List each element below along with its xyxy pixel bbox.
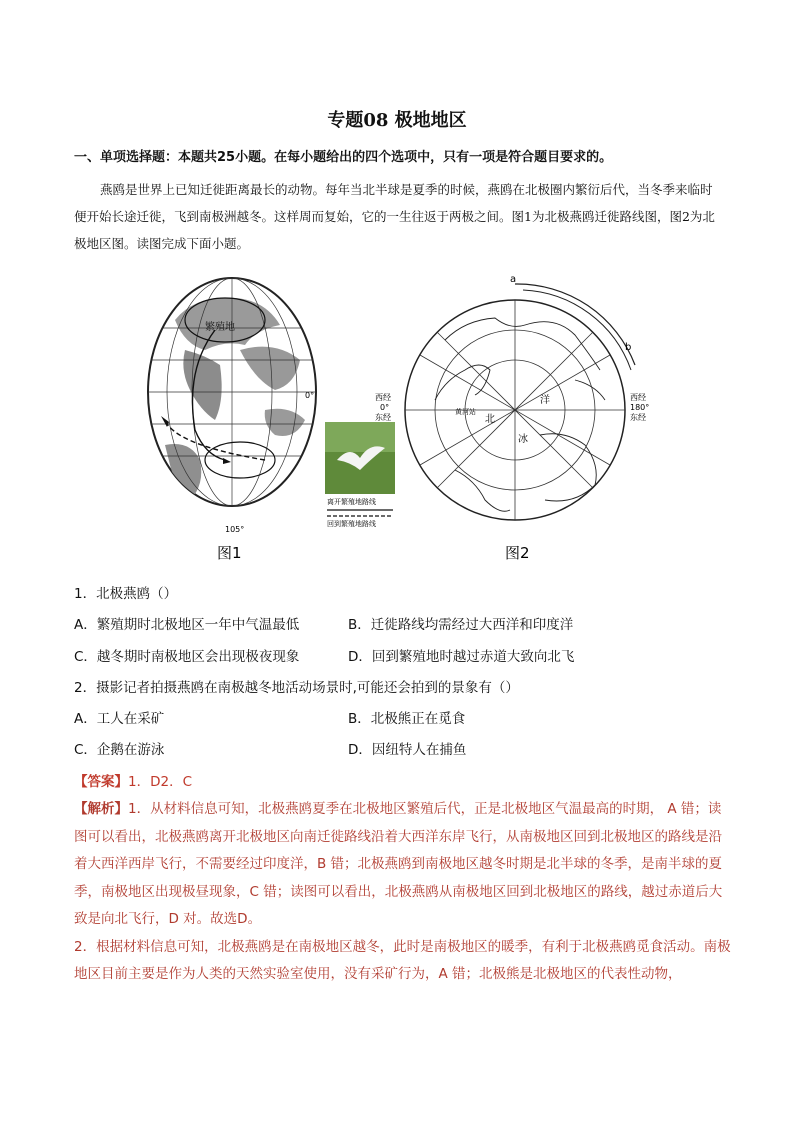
zero-deg-label: 0° — [380, 403, 390, 412]
analysis-p1-text: 1．从材料信息可知，北极燕鸥夏季在北极地区繁殖后代，正是北极地区气温最高的时期， A 错；读图可以看出，北极燕鸥离开北极地区向南迁徙路线沿着大西洋东岸飞行，从南极地区回到北极地区的路线是沿着大西洋西岸飞行，不需要经过印度洋，B 错；北极燕鸥到南极地区越冬时期是北半球的冬季，是南半球的夏季，南极地区出现极昼现象，C 错；读图可以看出，北极燕鸥从南极地区回到北极地区的路线，越过赤道后大致是向北飞行，D 对。故选D。 — [74, 801, 723, 927]
q1-option-c: C．越冬期时南极地区会出现极夜现象 — [74, 649, 300, 665]
figure-maps — [145, 270, 655, 570]
q2-option-a: A．工人在采矿 — [74, 711, 165, 727]
east-label: 东经 — [375, 413, 391, 422]
answer-text: 1．D2．C — [128, 774, 192, 790]
q2-option-d: D．因纽特人在捕鱼 — [348, 742, 467, 758]
intro-paragraph: 燕鸥是世界上已知迁徙距离最长的动物。每年当北半球是夏季的时候，燕鸥在北极圈内繁衍后代，当冬季来临时便开始长途迁徙，飞到南极洲越冬。这样周而复始，它的一生往返于两极之间。图1为北极燕鸥迁徙路线图，图2为北极地区图。读图完成下面小题。 — [74, 182, 715, 251]
deg-180-label: 180° — [630, 403, 650, 412]
analysis-p2: 2．根据材料信息可知，北极燕鸥是在南极地区越冬，此时是南极地区的暖季，有利于北极燕鸥觅食活动。南极地区目前主要是作为人类的天然实验室使用，没有采矿行为，A 错；北极熊是北极地区的代表性动物， — [74, 938, 731, 982]
lon-0-label: 0° — [305, 391, 315, 400]
q1-option-d: D．回到繁殖地时越过赤道大致向北飞 — [348, 649, 575, 665]
q1-option-b: B．迁徙路线均需经过大西洋和印度洋 — [348, 617, 574, 633]
analysis-block — [74, 796, 734, 989]
lon-105-label: 105° — [225, 525, 245, 534]
fig2-arctic-map — [375, 274, 649, 562]
q2-option-b: B．北极熊正在觅食 — [348, 711, 466, 727]
fig1-world-map — [148, 278, 316, 562]
west-label-2: 西经 — [630, 393, 646, 402]
legend-return: 回到繁殖地路线 — [327, 520, 376, 528]
breeding-site-label: 繁殖地 — [205, 322, 235, 333]
page-title: 专题08 极地地区 — [327, 110, 467, 131]
west-label: 西经 — [375, 393, 391, 402]
tern-photo — [325, 422, 395, 494]
label-a: a — [510, 274, 517, 285]
east-label-2: 东经 — [630, 413, 646, 422]
fig1-caption: 图1 — [217, 544, 242, 562]
q1-stem: 1．北极燕鸥（） — [74, 586, 178, 602]
q1-option-a: A．繁殖期时北极地区一年中气温最低 — [74, 617, 300, 633]
answer-label: 【答案】 — [74, 774, 128, 790]
yellow-river-station-label: 黄河站 — [455, 408, 476, 416]
q2-stem: 2．摄影记者拍摄燕鸥在南极越冬地活动场景时,可能还会拍到的景象有（） — [74, 680, 519, 696]
answer-line — [74, 770, 192, 790]
ocean-bing-label: 冰 — [518, 434, 528, 445]
analysis-p1 — [74, 796, 734, 934]
label-b: b — [625, 342, 632, 353]
q2-option-c: C．企鹅在游泳 — [74, 742, 165, 758]
fig2-caption: 图2 — [505, 544, 530, 562]
legend-leave: 离开繁殖地路线 — [327, 498, 376, 506]
section-heading: 一、单项选择题：本题共25小题。在每小题给出的四个选项中，只有一项是符合题目要求的。 — [74, 150, 613, 165]
analysis-label: 【解析】 — [74, 801, 128, 817]
ocean-yang-label: 洋 — [540, 395, 550, 406]
ocean-bei-label: 北 — [485, 414, 495, 425]
